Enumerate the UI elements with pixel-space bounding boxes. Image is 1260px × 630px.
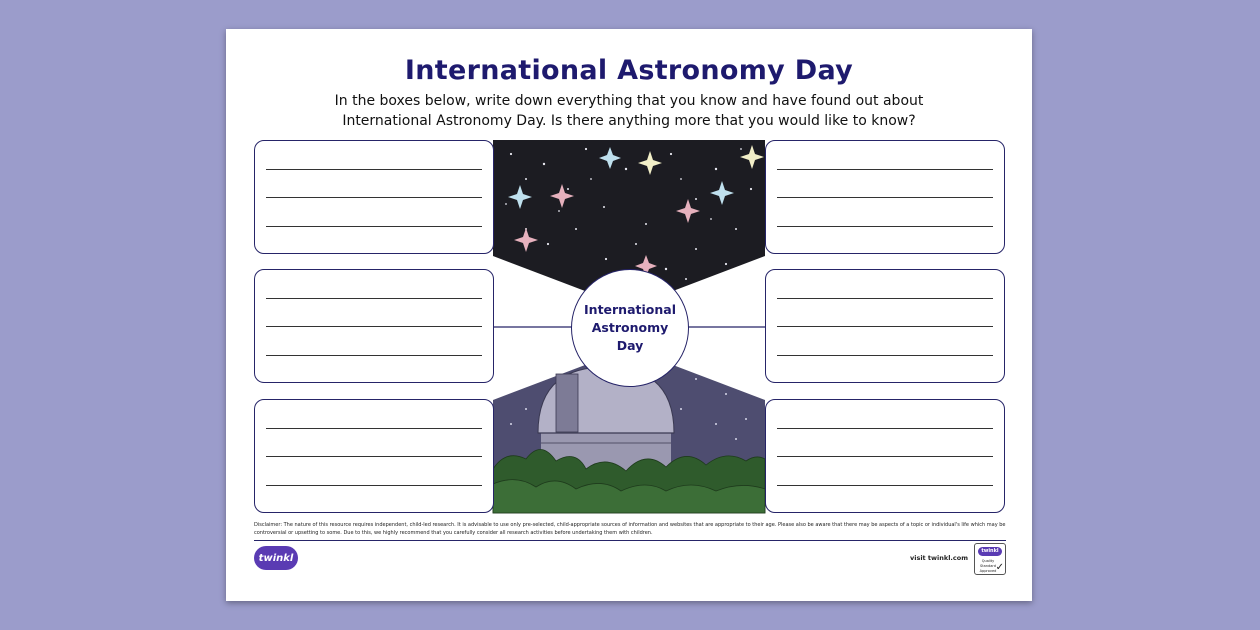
writing-line xyxy=(266,226,482,227)
badge-brand: twinkl xyxy=(978,547,1002,556)
writing-line xyxy=(777,169,993,170)
writing-line xyxy=(266,355,482,356)
badge-caption: Quality Standard Approved xyxy=(979,559,997,573)
writing-line xyxy=(777,298,993,299)
instructions-line-2: International Astronomy Day. Is there anything more that you would like to know? xyxy=(342,113,916,129)
quality-badge xyxy=(974,543,1006,575)
writing-line xyxy=(266,485,482,486)
center-topic-label xyxy=(580,301,680,355)
writing-line xyxy=(266,169,482,170)
writing-box-bottom-right[interactable] xyxy=(765,399,1005,513)
logo-text: twinkl xyxy=(258,552,294,564)
writing-line xyxy=(777,197,993,198)
writing-box-top-left[interactable] xyxy=(254,140,494,254)
center-topic-line-1: International xyxy=(584,302,676,317)
writing-line xyxy=(266,298,482,299)
worksheet-page xyxy=(226,29,1032,601)
writing-box-middle-right[interactable] xyxy=(765,269,1005,383)
writing-line xyxy=(266,456,482,457)
writing-line xyxy=(777,355,993,356)
visit-link[interactable]: visit twinkl.com xyxy=(909,554,968,562)
center-topic-line-2: Astronomy Day xyxy=(591,320,669,353)
observatory-dome-icon xyxy=(538,367,674,471)
writing-line xyxy=(266,326,482,327)
writing-line xyxy=(777,456,993,457)
writing-box-top-right[interactable] xyxy=(765,140,1005,254)
writing-line xyxy=(777,326,993,327)
writing-line xyxy=(266,428,482,429)
disclaimer-text: Disclaimer: The nature of this resource requires independent, child-led research. It is advisable to use only pre-selected, child-appropriate sources of information and websites that are appropriate to their age. Please also be aware that there may be aspects of a topic or individual's life which may be controversial or upsetting to some. Due to this, we highly recommend that you carefully consider all research activities before undertaking them with children. xyxy=(254,522,1006,536)
page-title: International Astronomy Day xyxy=(404,55,854,86)
writing-line xyxy=(777,428,993,429)
twinkl-logo xyxy=(254,546,298,570)
footer-divider xyxy=(254,540,1006,541)
writing-box-bottom-left[interactable] xyxy=(254,399,494,513)
checkmark-icon: ✓ xyxy=(995,562,1004,573)
writing-box-middle-left[interactable] xyxy=(254,269,494,383)
instructions-line-1: In the boxes below, write down everything that you know and have found out about xyxy=(334,93,924,109)
writing-line xyxy=(266,197,482,198)
center-topic-circle xyxy=(571,269,689,387)
writing-line xyxy=(777,485,993,486)
writing-line xyxy=(777,226,993,227)
